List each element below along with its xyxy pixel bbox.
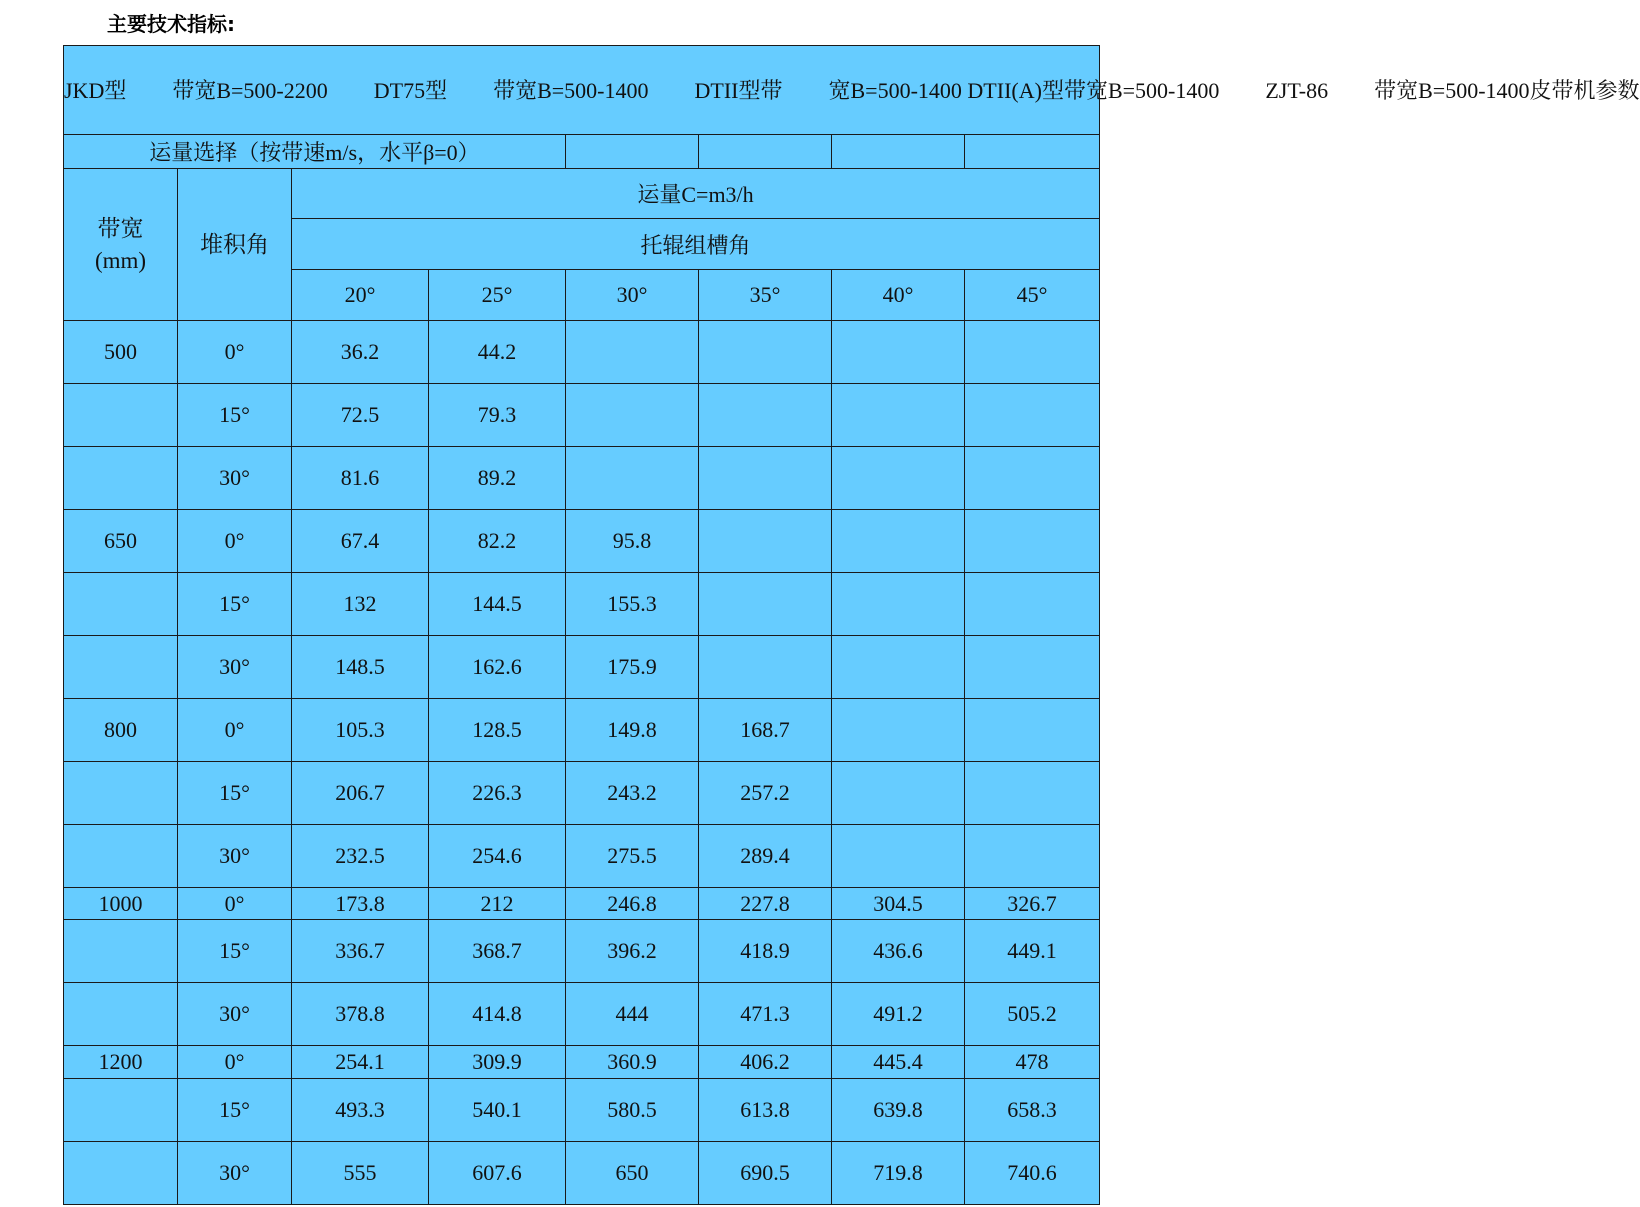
capacity-value-cell — [965, 825, 1100, 888]
capacity-value-cell: 175.9 — [566, 636, 699, 699]
capacity-value-cell — [965, 447, 1100, 510]
table-row — [64, 920, 1100, 983]
capacity-value-cell: 44.2 — [429, 321, 566, 384]
capacity-value-cell: 690.5 — [699, 1142, 832, 1205]
capacity-value-cell: 396.2 — [566, 920, 699, 983]
table-row — [64, 384, 1100, 447]
capacity-value-cell: 82.2 — [429, 510, 566, 573]
pile-angle-cell: 30° — [178, 636, 292, 699]
capacity-value-cell: 580.5 — [566, 1079, 699, 1142]
capacity-value-cell: 613.8 — [699, 1079, 832, 1142]
capacity-value-cell: 254.6 — [429, 825, 566, 888]
capacity-value-cell: 155.3 — [566, 573, 699, 636]
pile-angle-cell: 15° — [178, 384, 292, 447]
capacity-value-cell — [699, 384, 832, 447]
capacity-value-cell — [832, 762, 965, 825]
capacity-value-cell: 378.8 — [292, 983, 429, 1046]
capacity-value-cell: 309.9 — [429, 1046, 566, 1079]
capacity-value-cell: 719.8 — [832, 1142, 965, 1205]
belt-width-cell — [64, 920, 178, 983]
empty-cell — [832, 135, 965, 169]
capacity-value-cell: 436.6 — [832, 920, 965, 983]
capacity-value-cell: 149.8 — [566, 699, 699, 762]
belt-width-cell — [64, 1142, 178, 1205]
capacity-value-cell: 79.3 — [429, 384, 566, 447]
capacity-value-cell: 406.2 — [699, 1046, 832, 1079]
capacity-header: 运量C=m3/h — [292, 169, 1100, 219]
capacity-value-cell — [965, 384, 1100, 447]
title-part: 带宽B=500-1400 — [493, 77, 649, 103]
belt-width-cell: 1200 — [64, 1046, 178, 1079]
table-row — [64, 447, 1100, 510]
table-row — [64, 1142, 1100, 1205]
capacity-value-cell: 144.5 — [429, 573, 566, 636]
belt-width-cell — [64, 447, 178, 510]
capacity-value-cell: 72.5 — [292, 384, 429, 447]
pile-angle-header: 堆积角 — [178, 169, 292, 321]
table-row — [64, 888, 1100, 920]
belt-width-cell — [64, 825, 178, 888]
capacity-value-cell — [965, 510, 1100, 573]
capacity-value-cell — [832, 825, 965, 888]
capacity-value-cell: 658.3 — [965, 1079, 1100, 1142]
capacity-value-cell: 212 — [429, 888, 566, 920]
belt-width-cell: 650 — [64, 510, 178, 573]
capacity-value-cell: 95.8 — [566, 510, 699, 573]
capacity-value-cell — [832, 636, 965, 699]
capacity-value-cell: 36.2 — [292, 321, 429, 384]
capacity-value-cell: 493.3 — [292, 1079, 429, 1142]
trough-angle-cell: 40° — [832, 270, 965, 321]
capacity-value-cell — [965, 699, 1100, 762]
title-part: DTII型带 — [694, 77, 783, 103]
capacity-value-cell — [965, 636, 1100, 699]
capacity-value-cell — [566, 384, 699, 447]
capacity-value-cell: 478 — [965, 1046, 1100, 1079]
capacity-value-cell: 414.8 — [429, 983, 566, 1046]
empty-cell — [965, 135, 1100, 169]
capacity-value-cell: 132 — [292, 573, 429, 636]
table-row — [64, 699, 1100, 762]
capacity-value-cell: 505.2 — [965, 983, 1100, 1046]
capacity-value-cell — [965, 762, 1100, 825]
capacity-value-cell: 227.8 — [699, 888, 832, 920]
pile-angle-cell: 0° — [178, 1046, 292, 1079]
capacity-value-cell — [965, 573, 1100, 636]
pile-angle-cell: 0° — [178, 888, 292, 920]
capacity-value-cell — [699, 447, 832, 510]
pile-angle-cell: 0° — [178, 510, 292, 573]
trough-angle-cell: 45° — [965, 270, 1100, 321]
capacity-value-cell — [699, 573, 832, 636]
capacity-value-cell — [832, 384, 965, 447]
title-part: 宽B=500-1400 — [828, 77, 962, 103]
title-part: DTII(A)型带宽B=500-1400 — [967, 77, 1220, 103]
table-row — [64, 636, 1100, 699]
capacity-value-cell: 232.5 — [292, 825, 429, 888]
capacity-value-cell — [566, 321, 699, 384]
capacity-value-cell: 471.3 — [699, 983, 832, 1046]
belt-width-cell: 800 — [64, 699, 178, 762]
capacity-value-cell: 639.8 — [832, 1079, 965, 1142]
capacity-value-cell: 304.5 — [832, 888, 965, 920]
capacity-value-cell: 449.1 — [965, 920, 1100, 983]
capacity-value-cell — [699, 321, 832, 384]
table-title — [64, 46, 1640, 135]
capacity-value-cell: 275.5 — [566, 825, 699, 888]
selection-label: 运量选择（按带速m/s，水平β=0） — [64, 135, 566, 169]
capacity-value-cell — [832, 447, 965, 510]
pile-angle-cell: 0° — [178, 321, 292, 384]
capacity-value-cell: 555 — [292, 1142, 429, 1205]
capacity-value-cell: 162.6 — [429, 636, 566, 699]
table-row — [64, 762, 1100, 825]
belt-width-cell: 1000 — [64, 888, 178, 920]
capacity-value-cell: 326.7 — [965, 888, 1100, 920]
capacity-value-cell: 607.6 — [429, 1142, 566, 1205]
capacity-value-cell: 206.7 — [292, 762, 429, 825]
belt-width-cell — [64, 384, 178, 447]
capacity-value-cell — [699, 510, 832, 573]
data-rows — [64, 321, 1100, 1205]
capacity-value-cell — [832, 573, 965, 636]
capacity-value-cell: 105.3 — [292, 699, 429, 762]
capacity-value-cell — [566, 447, 699, 510]
belt-width-cell — [64, 762, 178, 825]
title-part: 带宽B=500-1400皮带机参数 — [1374, 77, 1640, 103]
width-header: 带宽(mm) — [64, 169, 178, 321]
capacity-value-cell — [832, 699, 965, 762]
trough-angle-cell: 35° — [699, 270, 832, 321]
capacity-value-cell: 148.5 — [292, 636, 429, 699]
pile-angle-cell: 15° — [178, 573, 292, 636]
capacity-value-cell — [699, 636, 832, 699]
empty-cell — [699, 135, 832, 169]
capacity-value-cell: 360.9 — [566, 1046, 699, 1079]
capacity-value-cell: 540.1 — [429, 1079, 566, 1142]
belt-width-cell: 500 — [64, 321, 178, 384]
capacity-value-cell: 289.4 — [699, 825, 832, 888]
capacity-value-cell: 173.8 — [292, 888, 429, 920]
capacity-value-cell: 257.2 — [699, 762, 832, 825]
pile-angle-cell: 30° — [178, 825, 292, 888]
pile-angle-cell: 15° — [178, 1079, 292, 1142]
capacity-value-cell: 226.3 — [429, 762, 566, 825]
title-part: DT75型 — [373, 77, 448, 103]
capacity-value-cell: 67.4 — [292, 510, 429, 573]
capacity-value-cell: 89.2 — [429, 447, 566, 510]
pile-angle-cell: 15° — [178, 762, 292, 825]
capacity-value-cell — [832, 510, 965, 573]
table-row — [64, 1046, 1100, 1079]
trough-angle-cell: 25° — [429, 270, 566, 321]
capacity-value-cell: 368.7 — [429, 920, 566, 983]
title-part: 带宽B=500-2200 — [172, 77, 328, 103]
trough-angle-header: 托辊组槽角 — [292, 219, 1100, 270]
pile-angle-cell: 30° — [178, 447, 292, 510]
trough-angle-cell: 20° — [292, 270, 429, 321]
capacity-value-cell: 740.6 — [965, 1142, 1100, 1205]
capacity-table — [63, 45, 1640, 1205]
capacity-value-cell: 418.9 — [699, 920, 832, 983]
belt-width-cell — [64, 636, 178, 699]
section-heading: 主要技术指标: — [107, 12, 235, 36]
belt-width-cell — [64, 983, 178, 1046]
empty-cell — [566, 135, 699, 169]
table-row — [64, 983, 1100, 1046]
pile-angle-cell: 15° — [178, 920, 292, 983]
capacity-value-cell: 81.6 — [292, 447, 429, 510]
belt-width-cell — [64, 573, 178, 636]
capacity-value-cell: 168.7 — [699, 699, 832, 762]
title-part: JKD型 — [64, 77, 127, 103]
capacity-value-cell: 246.8 — [566, 888, 699, 920]
title-part: ZJT-86 — [1265, 77, 1329, 103]
capacity-value-cell: 491.2 — [832, 983, 965, 1046]
capacity-value-cell: 243.2 — [566, 762, 699, 825]
capacity-value-cell — [965, 321, 1100, 384]
belt-width-cell — [64, 1079, 178, 1142]
capacity-value-cell: 650 — [566, 1142, 699, 1205]
table-row — [64, 1079, 1100, 1142]
trough-angle-cell: 30° — [566, 270, 699, 321]
table-row — [64, 321, 1100, 384]
pile-angle-cell: 30° — [178, 983, 292, 1046]
capacity-value-cell: 445.4 — [832, 1046, 965, 1079]
capacity-value-cell: 254.1 — [292, 1046, 429, 1079]
table-row — [64, 573, 1100, 636]
capacity-value-cell: 444 — [566, 983, 699, 1046]
pile-angle-cell: 0° — [178, 699, 292, 762]
capacity-value-cell: 336.7 — [292, 920, 429, 983]
table-row — [64, 510, 1100, 573]
table-row — [64, 825, 1100, 888]
capacity-value-cell — [832, 321, 965, 384]
capacity-value-cell: 128.5 — [429, 699, 566, 762]
pile-angle-cell: 30° — [178, 1142, 292, 1205]
